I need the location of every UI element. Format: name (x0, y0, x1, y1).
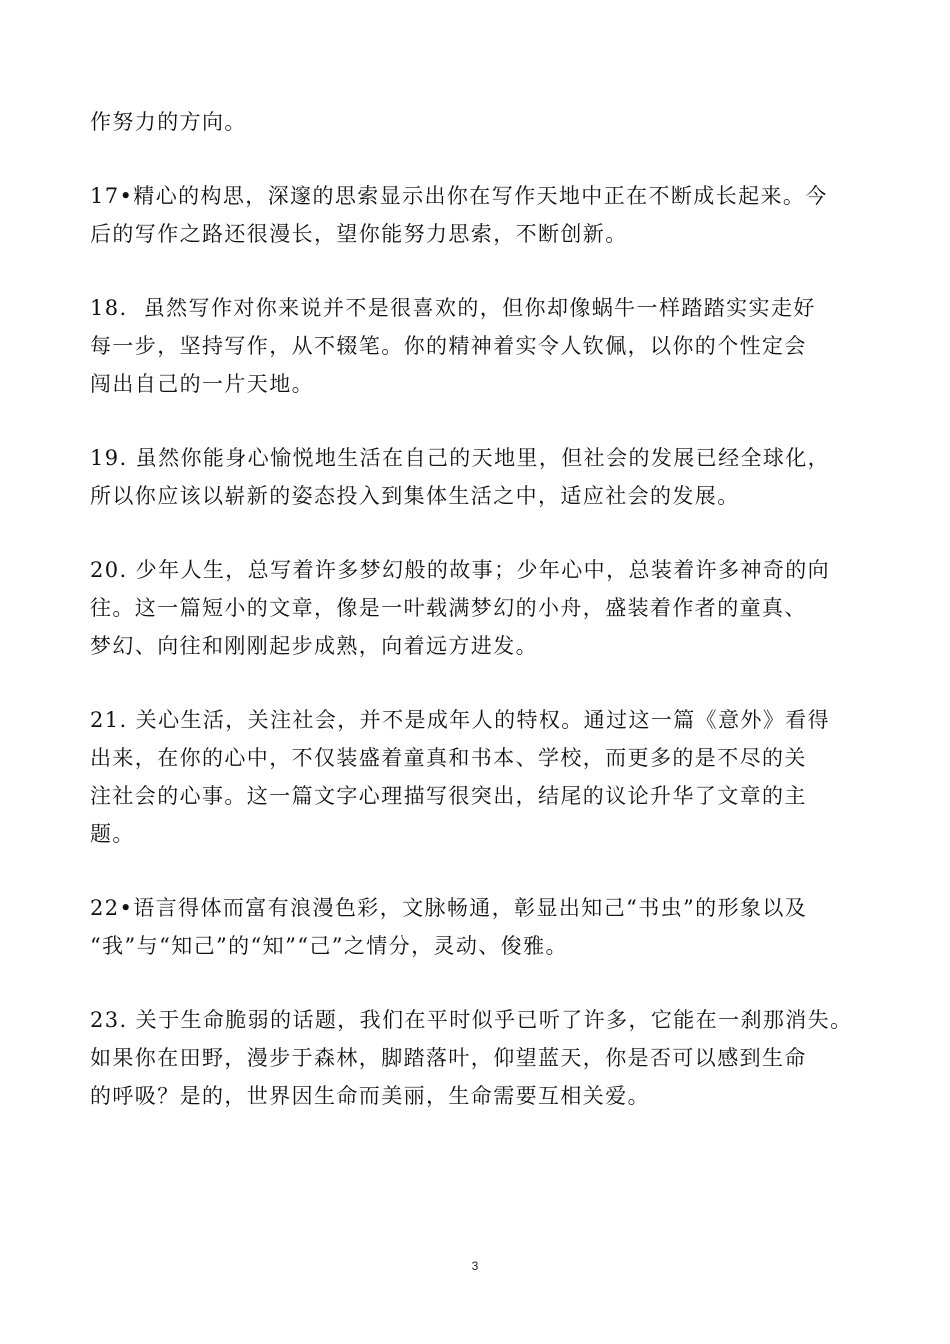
text-line: 出来，在你的心中，不仅装盛着童真和书本、学校，而更多的是不尽的关 (90, 746, 807, 770)
text-line: 作努力的方向。 (90, 110, 247, 134)
text-line: 往。这一篇短小的文章，像是一叶载满梦幻的小舟，盛装着作者的童真、 (90, 596, 807, 620)
paragraph-23 (90, 1001, 870, 1115)
paragraph-18 (90, 289, 870, 403)
paragraph-20 (90, 551, 870, 665)
text-line: 23. 关于生命脆弱的话题，我们在平时似乎已听了许多，它能在一刹那消失。 (90, 1008, 853, 1032)
text-line: 闯出自己的一片天地。 (90, 372, 314, 396)
text-line: 22•语言得体而富有浪漫色彩，文脉畅通，彰显出知己“书虫”的形象以及 (90, 896, 808, 920)
document-body (90, 103, 870, 1151)
text-line: 每一步，坚持写作，从不辍笔。你的精神着实令人钦佩，以你的个性定会 (90, 334, 807, 358)
text-line: 的呼吸？是的，世界因生命而美丽，生命需要互相关爱。 (90, 1084, 650, 1108)
text-line: 注社会的心事。这一篇文字心理描写很突出，结尾的议论升华了文章的主 (90, 784, 807, 808)
text-line: 如果你在田野，漫步于森林，脚踏落叶，仰望蓝天，你是否可以感到生命 (90, 1046, 807, 1070)
text-line: 后的写作之路还很漫长，望你能努力思索，不断创新。 (90, 222, 628, 246)
text-line: 20. 少年人生，总写着许多梦幻般的故事；少年心中，总装着许多神奇的向 (90, 558, 831, 582)
paragraph-22 (90, 889, 870, 965)
text-line: 题。 (90, 822, 135, 846)
text-line: 17•精心的构思，深邃的思索显示出你在写作天地中正在不断成长起来。今 (90, 184, 828, 208)
text-line: 19. 虽然你能身心愉悦地生活在自己的天地里，但社会的发展已经全球化， (90, 446, 831, 470)
text-line: 所以你应该以崭新的姿态投入到集体生活之中，适应社会的发展。 (90, 484, 740, 508)
text-line: “我”与“知己”的“知”“己”之情分，灵动、俊雅。 (90, 934, 568, 958)
text-line: 18. 虽然写作对你来说并不是很喜欢的，但你却像蜗牛一样踏踏实实走好 (90, 296, 816, 320)
paragraph-21 (90, 701, 870, 853)
paragraph-continuation (90, 103, 870, 141)
text-line: 21. 关心生活，关注社会，并不是成年人的特权。通过这一篇《意外》看得 (90, 708, 831, 732)
text-line: 梦幻、向往和刚刚起步成熟，向着远方进发。 (90, 634, 538, 658)
paragraph-19 (90, 439, 870, 515)
page-number: 3 (471, 1259, 479, 1273)
paragraph-17 (90, 177, 870, 253)
